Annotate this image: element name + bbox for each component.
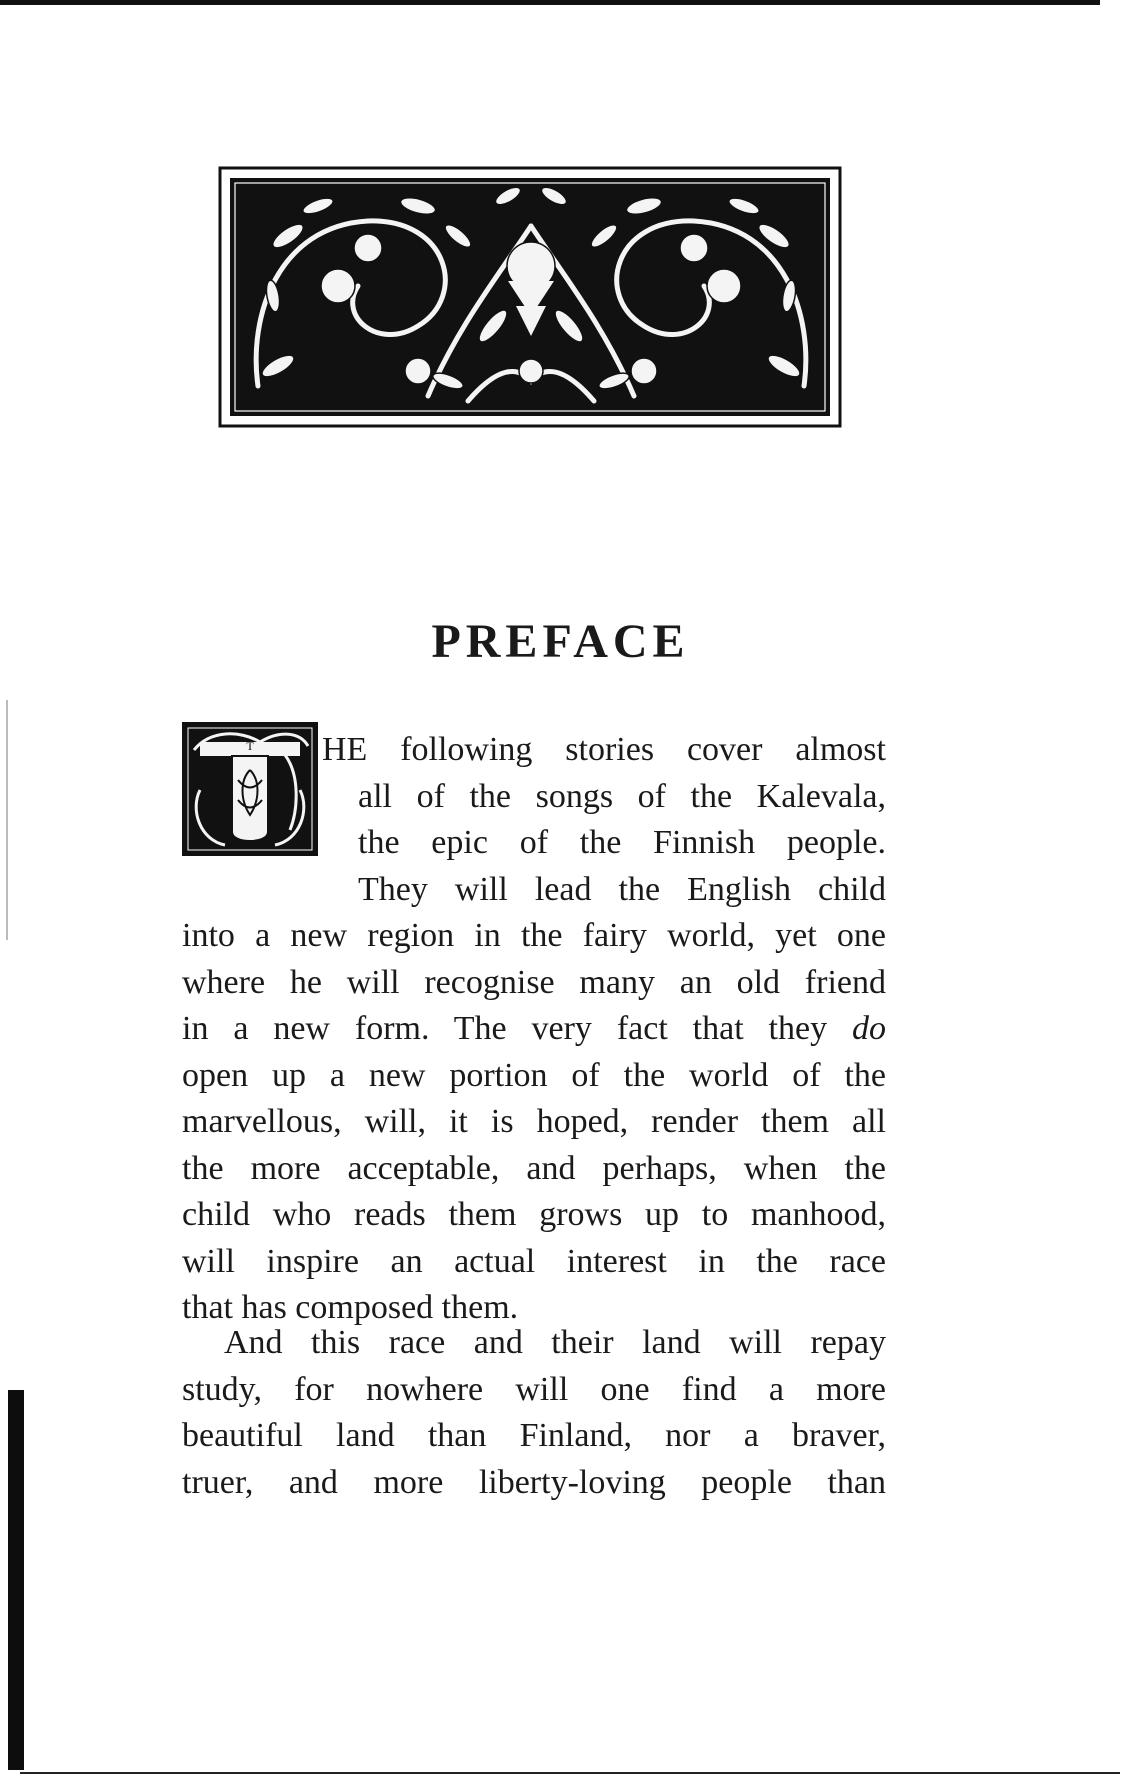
text-line: all of the songs of the Kalevala, xyxy=(358,777,886,815)
text-line: where he will recognise many an old friend xyxy=(182,963,886,1001)
text-line: study, for nowhere will one find a more xyxy=(182,1370,886,1408)
page-title: PREFACE xyxy=(431,615,690,668)
page-edge-mark xyxy=(6,700,8,940)
text-line: truer, and more liberty-loving people than xyxy=(182,1463,886,1501)
italic-word: do xyxy=(852,1010,887,1047)
text-line: And this race and their land will repay xyxy=(224,1324,886,1361)
paragraph-2 xyxy=(182,1320,886,1506)
text-line: the epic of the Finnish people. xyxy=(358,824,886,861)
text-line: will inspire an actual interest in the race xyxy=(182,1242,886,1280)
text-line: They will lead the English child xyxy=(358,870,886,908)
text-line: marvellous, will, it is hoped, render them all xyxy=(182,1103,886,1140)
drop-cap-letter: T xyxy=(246,739,254,753)
paragraph-1 xyxy=(182,727,886,1332)
text-line: child who reads them grows up to manhood, xyxy=(182,1196,886,1233)
text-line: beautiful land than Finland, nor a braver, xyxy=(182,1417,886,1454)
page-edge-shadow xyxy=(8,1390,24,1770)
text-segment: in a new form. The very fact that they xyxy=(182,1010,828,1047)
text-line-with-italic xyxy=(182,1006,886,1053)
text-line: HE following stories cover almost xyxy=(322,731,886,768)
text-line: the more acceptable, and perhaps, when the xyxy=(182,1149,886,1187)
top-rule xyxy=(0,0,1100,5)
bottom-rule xyxy=(20,1772,1120,1774)
floral-headpiece-ornament xyxy=(218,166,844,430)
text-line: into a new region in the fairy world, yet one xyxy=(182,917,886,954)
text-line: open up a new portion of the world of the xyxy=(182,1056,886,1094)
text-line: that has composed them. xyxy=(182,1289,519,1326)
